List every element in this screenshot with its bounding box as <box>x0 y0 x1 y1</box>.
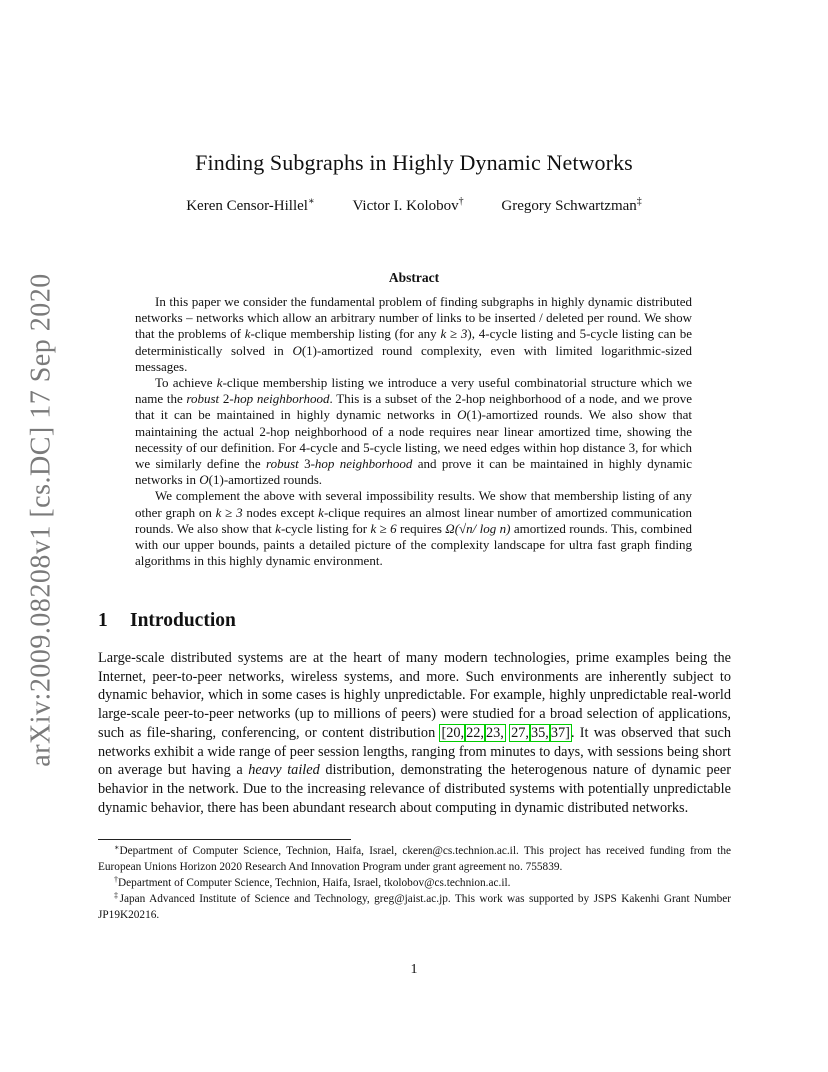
math-k: k <box>318 504 324 520</box>
citation-link-37[interactable]: 37] <box>550 724 570 741</box>
text-run: requires <box>396 520 446 536</box>
footnote-divider <box>98 839 351 840</box>
author-schwartzman <box>501 198 641 215</box>
text-run: (1)-amortized rounds. <box>208 472 323 488</box>
citation-link-27[interactable]: 27, <box>511 724 529 741</box>
term-hop-neighborhood: -hop neighborhood <box>229 391 330 407</box>
citation-link-35[interactable]: 35, <box>531 724 549 741</box>
text-run: . It was observed that such networks exhibit a wide range of peer session lengths, ranging from minutes to days, with sessions being short on average but having a <box>98 724 731 779</box>
author-footnote-mark: ∗ <box>307 196 315 207</box>
term-heavy-tailed: heavy tailed <box>248 762 320 779</box>
author-footnote-mark: † <box>458 196 464 207</box>
term-robust: robust <box>266 456 299 472</box>
footnote-3 <box>98 891 731 923</box>
term-hop-neighborhood: -hop neighborhood <box>310 456 413 472</box>
footnote-text: Department of Computer Science, Technion, Haifa, Israel, tkolobov@cs.technion.ac.il. <box>118 877 511 889</box>
citation-link-22[interactable]: 22, <box>466 724 484 741</box>
footnote-mark: ∗ <box>114 843 120 852</box>
footnote-mark: ‡ <box>114 891 120 900</box>
text-run: Large-scale distributed systems are at the heart of many modern technologies, prime examples being the Internet, peer-to-peer networks, wireless systems, and more. Such environments are inherently subject to dynamic behavior, which in some cases is highly unpredictable. For example, highly unpredictable real-world large-scale peer-to-peer networks (up to millions of peers) were studied for a broad selection of applications, such as file-sharing, conferencing, or content distribution <box>98 650 731 741</box>
author-name: Victor I. Kolobov <box>352 198 459 214</box>
text-run: -clique membership listing (for any <box>250 326 441 342</box>
citation-link-23[interactable]: 23, <box>485 724 504 741</box>
text-run: and prove it can be maintained in highly dynamic networks in <box>135 456 692 488</box>
author-name: Keren Censor-Hillel <box>186 198 308 214</box>
text-run: 2 <box>219 391 230 407</box>
introduction-paragraph <box>98 649 731 817</box>
text-run: distribution, demonstrating the heterogenous nature of dynamic peer behavior in the network. Due to the increasing relevance of distributed systems with potentially unpredictable dynamic behavior, there has been abundant research about computing in dynamic distributed networks. <box>98 762 732 816</box>
text-run: ), 4-cycle listing and 5-cycle listing can be deterministically solved in <box>135 326 692 358</box>
author-censor-hillel <box>186 198 315 215</box>
math-k: k <box>216 375 223 391</box>
abstract-paragraph-1 <box>135 294 692 375</box>
section-title: Introduction <box>130 610 236 631</box>
text-run: -clique requires an almost linear number of amortized communication rounds. We also show that <box>135 504 693 536</box>
math-k-geq-6: k ≥ 6 <box>370 520 397 536</box>
math-k-geq-3: k ≥ 3 <box>215 504 243 520</box>
text-run: . This is a subset of the 2-hop neighborhood of a node, and we prove that it can be maintained in highly dynamic networks in <box>135 391 692 423</box>
text-run: We complement the above with several impossibility results. We show that membership listing of any other graph on <box>135 488 692 520</box>
math-omega-bound: Ω(√n/ log n) <box>445 520 511 536</box>
citation-link-20[interactable]: [20, <box>441 724 465 741</box>
footnotes <box>98 843 731 923</box>
footnote-text: Japan Advanced Institute of Science and Technology, greg@jaist.ac.jp. This work was supported by JSPS Kakenhi Grant Number JP19K20216. <box>98 893 732 921</box>
math-big-o: O <box>292 342 302 358</box>
section-number: 1 <box>98 610 108 631</box>
section-heading-introduction <box>98 610 236 632</box>
text-run: (1)-amortized rounds. We also show that maintaining the actual 2-hop neighborhood of a node requires near linear amortized time, showing the necessity of our definition. For 4-cycle and 5-cycle listing, we need edges within hop distance 3, for which we similarly define the <box>135 407 692 472</box>
abstract-paragraph-2 <box>135 375 692 488</box>
author-footnote-mark: ‡ <box>636 196 642 207</box>
text-run: In this paper we consider the fundamental problem of finding subgraphs in highly dynamic distributed networks – networks which allow an arbitrary number of links to be inserted / deleted per round. We show that the problems of <box>135 294 692 342</box>
page-number: 1 <box>410 962 418 977</box>
abstract-body <box>135 294 692 569</box>
math-big-o: O <box>199 472 209 488</box>
arxiv-identifier-stamp <box>22 273 62 767</box>
abstract-heading: Abstract <box>388 270 440 285</box>
footnote-mark: † <box>114 875 118 884</box>
math-k-geq-3: k ≥ 3 <box>440 326 468 342</box>
text-run: -clique membership listing we introduce a very useful combinatorial structure which we name the <box>135 375 692 407</box>
text-run: To achieve <box>155 375 217 391</box>
footnote-1 <box>98 843 731 875</box>
author-list <box>0 198 828 215</box>
text-run: nodes except <box>242 504 319 520</box>
text-run: amortized rounds. This, combined with our upper bounds, paints a detailed picture of the complexity landscape for ultra fast graph finding algorithms in this highly dynamic environment. <box>135 520 692 569</box>
abstract-paragraph-3 <box>135 488 692 569</box>
footnote-2 <box>98 875 731 891</box>
text-run: 3 <box>298 456 311 472</box>
author-kolobov <box>353 198 464 215</box>
arxiv-identifier-text: arXiv:2009.08208v1 [cs.DC] 17 Sep 2020 <box>26 273 57 767</box>
math-k: k <box>244 326 251 342</box>
paper-title: Finding Subgraphs in Highly Dynamic Networks <box>195 150 633 175</box>
text-run: -cycle listing for <box>280 520 371 536</box>
text-run: (1)-amortized round complexity, even with limited logarithmic-sized messages. <box>135 342 692 374</box>
math-k: k <box>275 520 281 536</box>
term-robust: robust <box>186 391 220 407</box>
math-big-o: O <box>457 407 467 423</box>
author-name: Gregory Schwartzman <box>501 198 637 214</box>
footnote-text: Department of Computer Science, Technion, Haifa, Israel, ckeren@cs.technion.ac.il. This project has received funding from the European Unions Horizon 2020 Research And Innovation Program under grant agreement no. 755839. <box>98 845 731 873</box>
